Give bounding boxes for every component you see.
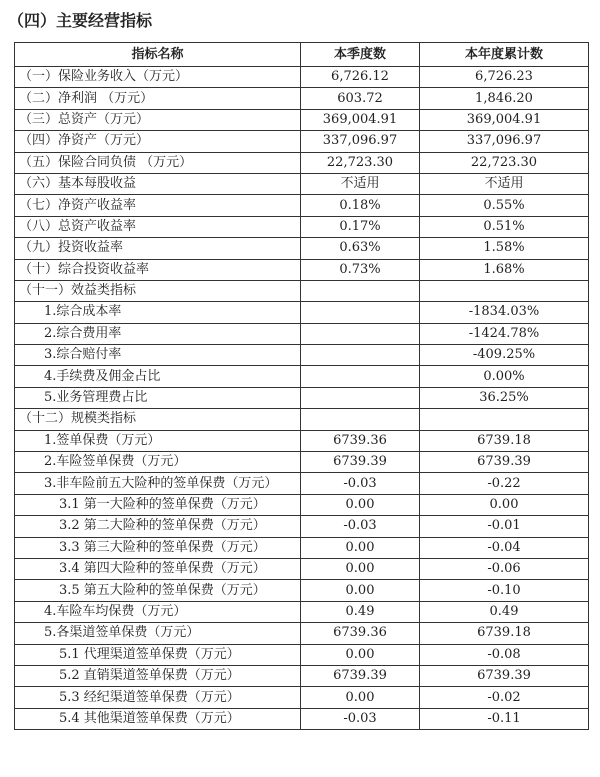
indicator-name-cell: 2.综合费用率 — [15, 323, 301, 344]
indicator-name-cell: （五）保险合同负债 （万元） — [15, 152, 301, 173]
indicator-name-cell: 4.车险车均保费（万元） — [15, 601, 301, 622]
indicator-name-cell: （六）基本每股收益 — [15, 173, 301, 194]
indicator-name-cell: 3.非车险前五大险种的签单保费（万元） — [15, 473, 301, 494]
indicator-name-cell: 3.5 第五大险种的签单保费（万元） — [15, 580, 301, 601]
indicator-name-cell: 2.车险签单保费（万元） — [15, 452, 301, 473]
indicator-name-cell: （十）综合投资收益率 — [15, 259, 301, 280]
ytd-value-cell: -1834.03% — [420, 302, 589, 323]
quarter-value-cell: -0.03 — [301, 708, 420, 729]
ytd-value-cell: -0.04 — [420, 537, 589, 558]
quarter-value-cell: -0.03 — [301, 516, 420, 537]
quarter-value-cell: 0.73% — [301, 259, 420, 280]
table-row — [15, 280, 589, 301]
ytd-value-cell: 不适用 — [420, 173, 589, 194]
quarter-value-cell: 0.17% — [301, 216, 420, 237]
ytd-value-cell: 0.00% — [420, 366, 589, 387]
quarter-value-cell: 0.49 — [301, 601, 420, 622]
table-row — [15, 409, 589, 430]
indicator-name-cell: 5.4 其他渠道签单保费（万元） — [15, 708, 301, 729]
indicator-name-cell: （九）投资收益率 — [15, 238, 301, 259]
table-row — [15, 238, 589, 259]
ytd-value-cell: 0.49 — [420, 601, 589, 622]
quarter-value-cell — [301, 302, 420, 323]
quarter-value-cell: -0.03 — [301, 473, 420, 494]
indicator-name-cell: 5.各渠道签单保费（万元） — [15, 623, 301, 644]
quarter-value-cell: 0.00 — [301, 537, 420, 558]
table-row — [15, 152, 589, 173]
table-row — [15, 109, 589, 130]
quarter-value-cell: 不适用 — [301, 173, 420, 194]
table-row — [15, 452, 589, 473]
indicator-name-cell: 5.业务管理费占比 — [15, 387, 301, 408]
ytd-value-cell: 22,723.30 — [420, 152, 589, 173]
table-row — [15, 537, 589, 558]
table-row — [15, 216, 589, 237]
quarter-value-cell — [301, 280, 420, 301]
table-header-row — [15, 43, 589, 67]
ytd-value-cell: 1.58% — [420, 238, 589, 259]
quarter-value-cell: 0.63% — [301, 238, 420, 259]
ytd-value-cell: 6739.18 — [420, 623, 589, 644]
indicator-name-cell: （七）净资产收益率 — [15, 195, 301, 216]
table-row — [15, 601, 589, 622]
indicator-name-cell: 3.2 第二大险种的签单保费（万元） — [15, 516, 301, 537]
indicator-name-cell: 3.综合赔付率 — [15, 345, 301, 366]
table-row — [15, 302, 589, 323]
quarter-value-cell: 0.00 — [301, 580, 420, 601]
header-year-to-date: 本年度累计数 — [420, 43, 589, 67]
ytd-value-cell: 369,004.91 — [420, 109, 589, 130]
quarter-value-cell — [301, 387, 420, 408]
indicator-name-cell: （四）净资产（万元） — [15, 131, 301, 152]
indicator-name-cell: （八）总资产收益率 — [15, 216, 301, 237]
quarter-value-cell: 6739.39 — [301, 452, 420, 473]
ytd-value-cell: 0.51% — [420, 216, 589, 237]
ytd-value-cell: 6739.39 — [420, 452, 589, 473]
ytd-value-cell: 1.68% — [420, 259, 589, 280]
indicator-name-cell: （十二）规模类指标 — [15, 409, 301, 430]
ytd-value-cell — [420, 409, 589, 430]
indicator-name-cell: 5.2 直销渠道签单保费（万元） — [15, 665, 301, 686]
indicator-name-cell: （一）保险业务收入（万元） — [15, 67, 301, 88]
ytd-value-cell: 6739.39 — [420, 665, 589, 686]
ytd-value-cell: -0.10 — [420, 580, 589, 601]
ytd-value-cell: -409.25% — [420, 345, 589, 366]
ytd-value-cell: -0.11 — [420, 708, 589, 729]
indicator-name-cell: 3.1 第一大险种的签单保费（万元） — [15, 494, 301, 515]
header-quarter: 本季度数 — [301, 43, 420, 67]
quarter-value-cell — [301, 345, 420, 366]
quarter-value-cell: 603.72 — [301, 88, 420, 109]
ytd-value-cell: 6739.18 — [420, 430, 589, 451]
quarter-value-cell: 0.18% — [301, 195, 420, 216]
quarter-value-cell: 337,096.97 — [301, 131, 420, 152]
table-row — [15, 644, 589, 665]
table-row — [15, 345, 589, 366]
table-row — [15, 259, 589, 280]
section-title: （四）主要经营指标 — [8, 11, 153, 30]
ytd-value-cell: -0.02 — [420, 687, 589, 708]
quarter-value-cell: 0.00 — [301, 644, 420, 665]
ytd-value-cell: -0.22 — [420, 473, 589, 494]
quarter-value-cell: 6,726.12 — [301, 67, 420, 88]
quarter-value-cell — [301, 366, 420, 387]
indicator-name-cell: 1.综合成本率 — [15, 302, 301, 323]
table-row — [15, 558, 589, 579]
indicator-name-cell: 4.手续费及佣金占比 — [15, 366, 301, 387]
table-row — [15, 516, 589, 537]
indicators-table — [14, 42, 589, 730]
ytd-value-cell: -1424.78% — [420, 323, 589, 344]
quarter-value-cell — [301, 323, 420, 344]
quarter-value-cell: 22,723.30 — [301, 152, 420, 173]
quarter-value-cell: 6739.39 — [301, 665, 420, 686]
table-row — [15, 623, 589, 644]
table-row — [15, 708, 589, 729]
table-row — [15, 131, 589, 152]
ytd-value-cell: 36.25% — [420, 387, 589, 408]
quarter-value-cell: 0.00 — [301, 687, 420, 708]
ytd-value-cell: -0.06 — [420, 558, 589, 579]
ytd-value-cell: -0.08 — [420, 644, 589, 665]
table-row — [15, 430, 589, 451]
table-row — [15, 580, 589, 601]
header-indicator-name: 指标名称 — [15, 43, 301, 67]
quarter-value-cell: 369,004.91 — [301, 109, 420, 130]
quarter-value-cell: 6739.36 — [301, 430, 420, 451]
table-row — [15, 387, 589, 408]
indicator-name-cell: 3.4 第四大险种的签单保费（万元） — [15, 558, 301, 579]
table-row — [15, 88, 589, 109]
ytd-value-cell: 337,096.97 — [420, 131, 589, 152]
table-row — [15, 366, 589, 387]
ytd-value-cell: 1,846.20 — [420, 88, 589, 109]
quarter-value-cell: 6739.36 — [301, 623, 420, 644]
indicator-name-cell: 5.3 经纪渠道签单保费（万元） — [15, 687, 301, 708]
indicator-name-cell: 5.1 代理渠道签单保费（万元） — [15, 644, 301, 665]
indicator-name-cell: 1.签单保费（万元） — [15, 430, 301, 451]
ytd-value-cell: 0.55% — [420, 195, 589, 216]
table-row — [15, 173, 589, 194]
quarter-value-cell — [301, 409, 420, 430]
table-row — [15, 473, 589, 494]
quarter-value-cell: 0.00 — [301, 494, 420, 515]
quarter-value-cell: 0.00 — [301, 558, 420, 579]
ytd-value-cell: -0.01 — [420, 516, 589, 537]
table-row — [15, 195, 589, 216]
indicator-name-cell: （十一）效益类指标 — [15, 280, 301, 301]
indicator-name-cell: 3.3 第三大险种的签单保费（万元） — [15, 537, 301, 558]
indicator-name-cell: （二）净利润 （万元） — [15, 88, 301, 109]
table-row — [15, 323, 589, 344]
table-row — [15, 494, 589, 515]
ytd-value-cell — [420, 280, 589, 301]
table-row — [15, 67, 589, 88]
indicator-name-cell: （三）总资产（万元） — [15, 109, 301, 130]
ytd-value-cell: 6,726.23 — [420, 67, 589, 88]
ytd-value-cell: 0.00 — [420, 494, 589, 515]
table-row — [15, 687, 589, 708]
table-row — [15, 665, 589, 686]
